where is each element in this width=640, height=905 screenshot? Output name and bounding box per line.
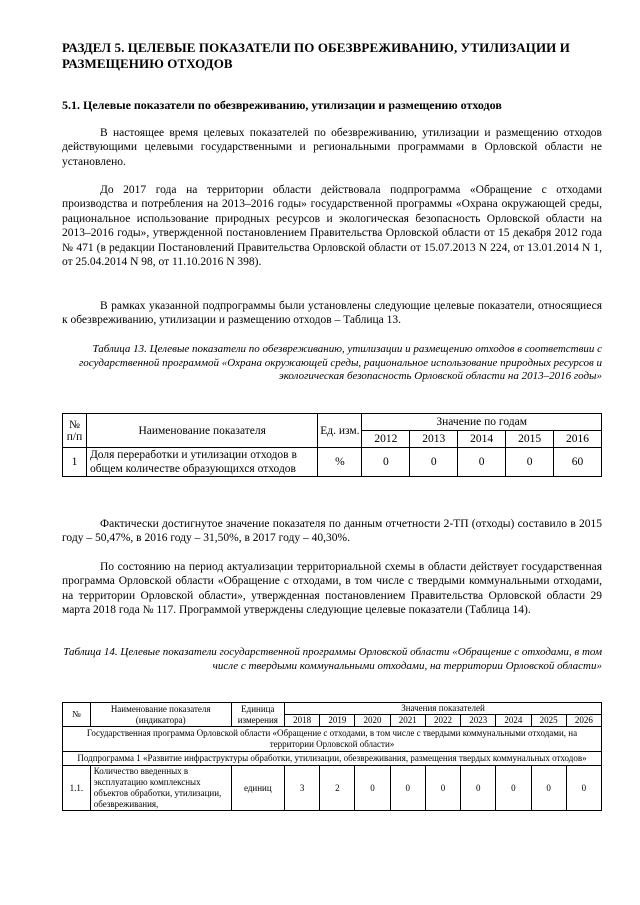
row-value: 0 (355, 766, 390, 811)
row-value: 0 (410, 448, 458, 477)
header-name: Наименование показателя (86, 414, 317, 448)
row-value: 0 (390, 766, 425, 811)
table-header-row (63, 703, 602, 715)
row-value: 0 (531, 766, 566, 811)
row-unit: % (318, 448, 362, 477)
subsection-title: 5.1. Целевые показатели по обезвреживанию, утилизации и размещению отходов (62, 98, 502, 112)
row-value: 0 (496, 766, 531, 811)
table-row (63, 448, 602, 477)
header-year: 2016 (554, 431, 602, 448)
header-unit: Единица измерения (231, 703, 284, 727)
table13-caption: Таблица 13. Целевые показатели по обезвреживанию, утилизации и размещению отходов в соответствии с государственной программой «Охрана окружающей среды, рациональное использование природных ресурсов и экологическая безопасность Орловской области на 2013–2016 годы» (78, 343, 602, 383)
header-year: 2015 (506, 431, 554, 448)
table-row (63, 766, 602, 811)
row-value: 0 (458, 448, 506, 477)
header-year: 2018 (284, 715, 319, 727)
row-value: 3 (284, 766, 319, 811)
header-year: 2020 (355, 715, 390, 727)
header-name: Наименование показателя (индикатора) (90, 703, 231, 727)
header-values: Значения показателей (284, 703, 601, 715)
header-values: Значение по годам (362, 414, 602, 431)
table14-caption: Таблица 14. Целевые показатели государственной программы Орловской области «Обращение с отходами, в том числе с твердыми коммунальными отходами, на территории Орловской области» (63, 646, 602, 672)
row-value: 60 (554, 448, 602, 477)
row-value: 0 (362, 448, 410, 477)
section-title: РАЗДЕЛ 5. ЦЕЛЕВЫЕ ПОКАЗАТЕЛИ ПО ОБЕЗВРЕЖИВАНИЮ, УТИЛИЗАЦИИ И РАЗМЕЩЕНИЮ ОТХОДОВ (62, 40, 570, 71)
row-name: Количество введенных в эксплуатацию комплексных объектов обработки, утилизации, обезвреживания, (90, 766, 231, 811)
table-14 (62, 702, 602, 811)
row-name: Доля переработки и утилизации отходов в общем количестве образующихся отходов (86, 448, 317, 477)
header-year: 2024 (496, 715, 531, 727)
table-header-row (63, 414, 602, 431)
row-value: 0 (425, 766, 460, 811)
header-unit: Ед. изм. (318, 414, 362, 448)
header-num: № п/п (63, 414, 87, 448)
header-year: 2025 (531, 715, 566, 727)
program-row (63, 727, 602, 752)
paragraph-2: До 2017 года на территории области действовала подпрограмма «Обращение с отходами производства и потребления на 2013–2016 годы» государственной программы «Охрана окружающей среды, рациональное использование природных ресурсов и экологическая безопасность Орловской области на 2013–2016 годы», утвержденной постановлением Правительства Орловской области от 15 декабря 2012 года № 471 (в редакции Постановлений Правительства Орловской области от 15.07.2013 N 224, от 13.01.2014 N 1, от 25.04.2014 N 98, от 11.10.2016 N 398). (62, 184, 602, 269)
header-year: 2022 (425, 715, 460, 727)
subprogram-row (63, 752, 602, 766)
subprogram-title: Подпрограмма 1 «Развитие инфраструктуры обработки, утилизации, обезвреживания, размещения твердых коммунальных отходов» (63, 752, 602, 766)
header-year: 2023 (461, 715, 496, 727)
header-year: 2026 (566, 715, 601, 727)
paragraph-1: В настоящее время целевых показателей по обезвреживанию, утилизации и размещению отходов действующими целевыми государственными и региональными программами в Орловской области не установлено. (62, 127, 602, 168)
row-unit: единиц (231, 766, 284, 811)
program-title: Государственная программа Орловской области «Обращение с отходами, в том числе с твердыми коммунальными отходами, на территории Орловской области» (63, 727, 602, 752)
header-num: № (63, 703, 91, 727)
row-value: 0 (461, 766, 496, 811)
paragraph-3: В рамках указанной подпрограммы были установлены следующие целевые показатели, относящиеся к обезвреживанию, утилизации и размещению отходов – Таблица 13. (62, 300, 602, 327)
header-year: 2019 (320, 715, 355, 727)
table-13 (62, 413, 602, 477)
header-year: 2012 (362, 431, 410, 448)
row-value: 0 (566, 766, 601, 811)
row-value: 0 (506, 448, 554, 477)
paragraph-4: Фактически достигнутое значение показателя по данным отчетности 2-ТП (отходы) составило в 2015 году – 50,47%, в 2016 году – 31,50%, в 2017 году – 40,30%. (62, 518, 602, 545)
paragraph-5: По состоянию на период актуализации территориальной схемы в области действует государственная программа Орловской области «Обращение с отходами, в том числе с твердыми коммунальными отходами, на территории Орловской области», утвержденная постановлением Правительства Орловской области 29 марта 2018 года № 117. Программой утверждены следующие целевые показатели (Таблица 14). (62, 561, 602, 617)
header-year: 2021 (390, 715, 425, 727)
header-year: 2014 (458, 431, 506, 448)
row-num: 1.1. (63, 766, 91, 811)
row-value: 2 (320, 766, 355, 811)
header-year: 2013 (410, 431, 458, 448)
row-num: 1 (63, 448, 87, 477)
